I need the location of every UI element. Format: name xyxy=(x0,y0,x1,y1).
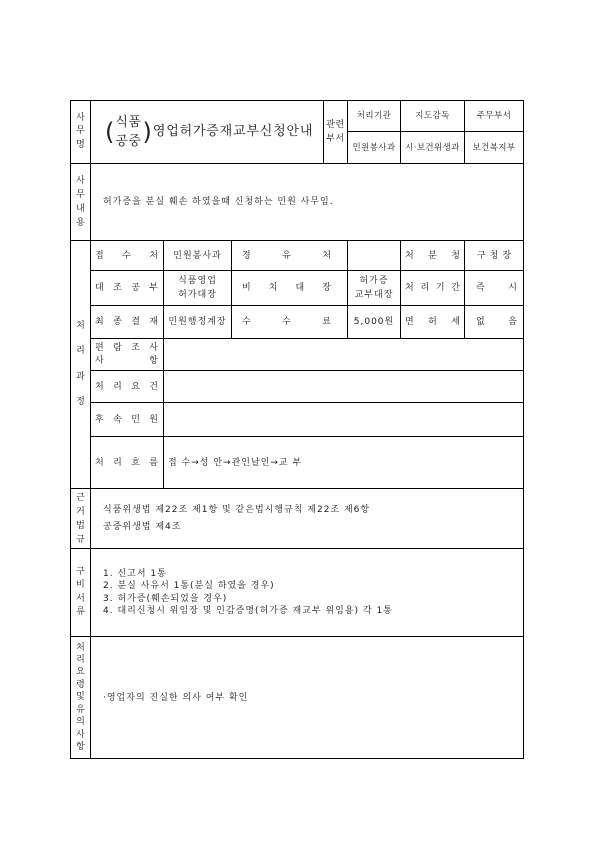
title-open-paren: ( xyxy=(105,118,115,146)
title-main-text: 영업허가증재교부신청안내 xyxy=(152,124,314,139)
reference-ledger-label: 대 조 공 부 xyxy=(95,283,158,293)
title-category-food: 식품 xyxy=(115,115,142,130)
required-document-item: 2. 분실 사유서 1통(분실 하였을 경우) xyxy=(103,581,275,591)
required-documents-list xyxy=(103,568,393,618)
final-approval-label-cell xyxy=(90,305,164,339)
process-label: 처리과정 xyxy=(76,320,85,407)
work-name-label-cell xyxy=(70,100,91,164)
fee-value: 5,000원 xyxy=(353,317,395,327)
intake-office-value-cell xyxy=(163,240,232,271)
via-office-value-cell xyxy=(347,240,401,271)
legal-basis-list xyxy=(103,502,370,536)
kept-register-value xyxy=(355,274,394,302)
kept-register-value-line-1: 허가증 xyxy=(359,276,389,286)
required-document-item: 3. 허가증(훼손되었을 경우) xyxy=(103,593,228,604)
required-documents-cell xyxy=(90,548,524,637)
guidelines-cell xyxy=(90,636,524,759)
manual-check-value-cell xyxy=(163,338,524,371)
dept-header-lead-ministry-text: 주무부서 xyxy=(476,111,512,121)
disposal-authority-value: 구청장 xyxy=(476,250,516,261)
reference-ledger-value-line-2: 허가대장 xyxy=(178,290,217,300)
license-tax-label-cell xyxy=(400,305,465,339)
follow-up-label: 후 속 민 원 xyxy=(95,414,158,425)
processing-period-label-cell xyxy=(400,270,465,306)
disposal-authority-label: 처 분 청 xyxy=(405,250,460,261)
kept-register-value-line-2: 교부대장 xyxy=(354,290,394,300)
manual-check-label-cell xyxy=(90,338,164,371)
dept-header-supervision xyxy=(400,100,465,132)
work-content-label-cell xyxy=(70,163,91,241)
final-approval-value-cell xyxy=(163,305,232,339)
required-document-item: 4. 대리신청시 위임장 및 인감증명(허가증 재교부 위임용) 각 1통 xyxy=(103,606,393,616)
guidelines-label: 처리요령및유의사항 xyxy=(76,642,85,752)
processing-period-value-cell xyxy=(464,270,524,306)
dept-header-processing-agency xyxy=(347,100,401,132)
kept-register-label-cell xyxy=(231,270,348,306)
follow-up-value-cell xyxy=(163,402,524,437)
process-flow-label-cell xyxy=(90,436,164,489)
guidelines-label-cell xyxy=(70,636,91,759)
dept-header-processing-agency-text: 처리기관 xyxy=(356,111,392,121)
related-dept-label-cell xyxy=(323,100,348,164)
legal-basis-item: 식품위생법 제22조 제1항 및 같은법시행규칙 제22조 제6항 xyxy=(103,504,371,515)
required-documents-label: 구비서류 xyxy=(76,566,85,617)
requirements-value-cell xyxy=(163,370,524,403)
dept-value-lead-ministry xyxy=(464,131,524,164)
required-documents-label-cell xyxy=(70,548,91,637)
dept-value-supervision xyxy=(400,131,465,164)
requirements-label-cell xyxy=(90,370,164,403)
work-content-cell xyxy=(90,163,524,241)
work-content-label: 사무내용 xyxy=(76,176,85,228)
follow-up-label-cell xyxy=(90,402,164,437)
intake-office-label: 접 수 처 xyxy=(95,250,158,261)
legal-basis-item: 공중위생법 제4조 xyxy=(103,521,182,532)
license-tax-value-cell xyxy=(464,305,524,339)
process-flow-label: 처 리 흐 름 xyxy=(95,457,158,468)
dept-value-supervision-text: 시·보건위생과 xyxy=(405,142,460,153)
kept-register-label: 비 치 대 장 xyxy=(242,283,331,293)
legal-basis-label-cell xyxy=(70,488,91,549)
kept-register-value-cell xyxy=(347,270,401,306)
fee-value-cell xyxy=(347,305,401,339)
manual-check-label-line-2: 사 항 xyxy=(95,355,158,366)
dept-value-processing-agency-text: 민원봉사과 xyxy=(352,142,396,153)
guideline-item: ·영업자의 진실한 의사 여부 확인 xyxy=(103,692,249,703)
via-office-label-cell xyxy=(231,240,348,271)
legal-basis-label: 근거법규 xyxy=(76,492,85,545)
requirements-label: 처 리 요 건 xyxy=(95,381,158,392)
process-flow-value: 접 수→성 안→관인날인→교 부 xyxy=(168,457,303,468)
process-label-cell xyxy=(70,240,91,489)
final-approval-label: 최 종 결 재 xyxy=(95,317,158,327)
disposal-authority-value-cell xyxy=(464,240,524,271)
via-office-label: 경 유 처 xyxy=(242,250,331,261)
related-dept-label-line-2: 부서 xyxy=(326,134,345,144)
license-tax-value: 없 음 xyxy=(476,317,517,327)
reference-ledger-value-line-1: 식품영업 xyxy=(178,276,217,286)
title-cell xyxy=(90,100,324,164)
reference-ledger-label-cell xyxy=(90,270,164,306)
disposal-authority-label-cell xyxy=(400,240,465,271)
related-dept-label-line-1: 관련 xyxy=(326,120,345,130)
fee-label-cell xyxy=(231,305,348,339)
process-flow-value-cell xyxy=(163,436,524,489)
processing-period-label: 처 리 기 간 xyxy=(405,283,460,293)
reference-ledger-value xyxy=(178,274,217,302)
work-name-label: 사무명 xyxy=(76,112,85,150)
dept-header-lead-ministry xyxy=(464,100,524,132)
fee-label: 수 수 료 xyxy=(242,317,331,327)
dept-value-processing-agency xyxy=(347,131,401,164)
dept-header-supervision-text: 지도감독 xyxy=(415,111,450,121)
form-title xyxy=(105,113,313,151)
legal-basis-cell xyxy=(90,488,524,549)
license-tax-label: 면 허 세 xyxy=(405,317,460,327)
final-approval-value: 민원행정계장 xyxy=(168,317,227,327)
title-close-paren: ) xyxy=(142,118,152,146)
intake-office-label-cell xyxy=(90,240,164,271)
work-content-text: 허가증을 분실 훼손 하였을때 신청하는 민원 사무임. xyxy=(103,197,334,207)
title-category-stack xyxy=(115,113,141,151)
dept-value-lead-ministry-text: 보건복지부 xyxy=(472,142,516,153)
guidelines-list xyxy=(103,692,248,704)
processing-period-value: 즉 시 xyxy=(476,283,517,293)
reference-ledger-value-cell xyxy=(163,270,232,306)
title-category-public: 공중 xyxy=(115,134,142,149)
manual-check-label-line-1: 편 람 조 사 xyxy=(95,342,158,353)
related-dept-label xyxy=(326,118,344,146)
manual-check-label xyxy=(91,342,163,368)
intake-office-value: 민원봉사과 xyxy=(173,250,222,261)
required-document-item: 1. 신고서 1통 xyxy=(103,568,167,579)
